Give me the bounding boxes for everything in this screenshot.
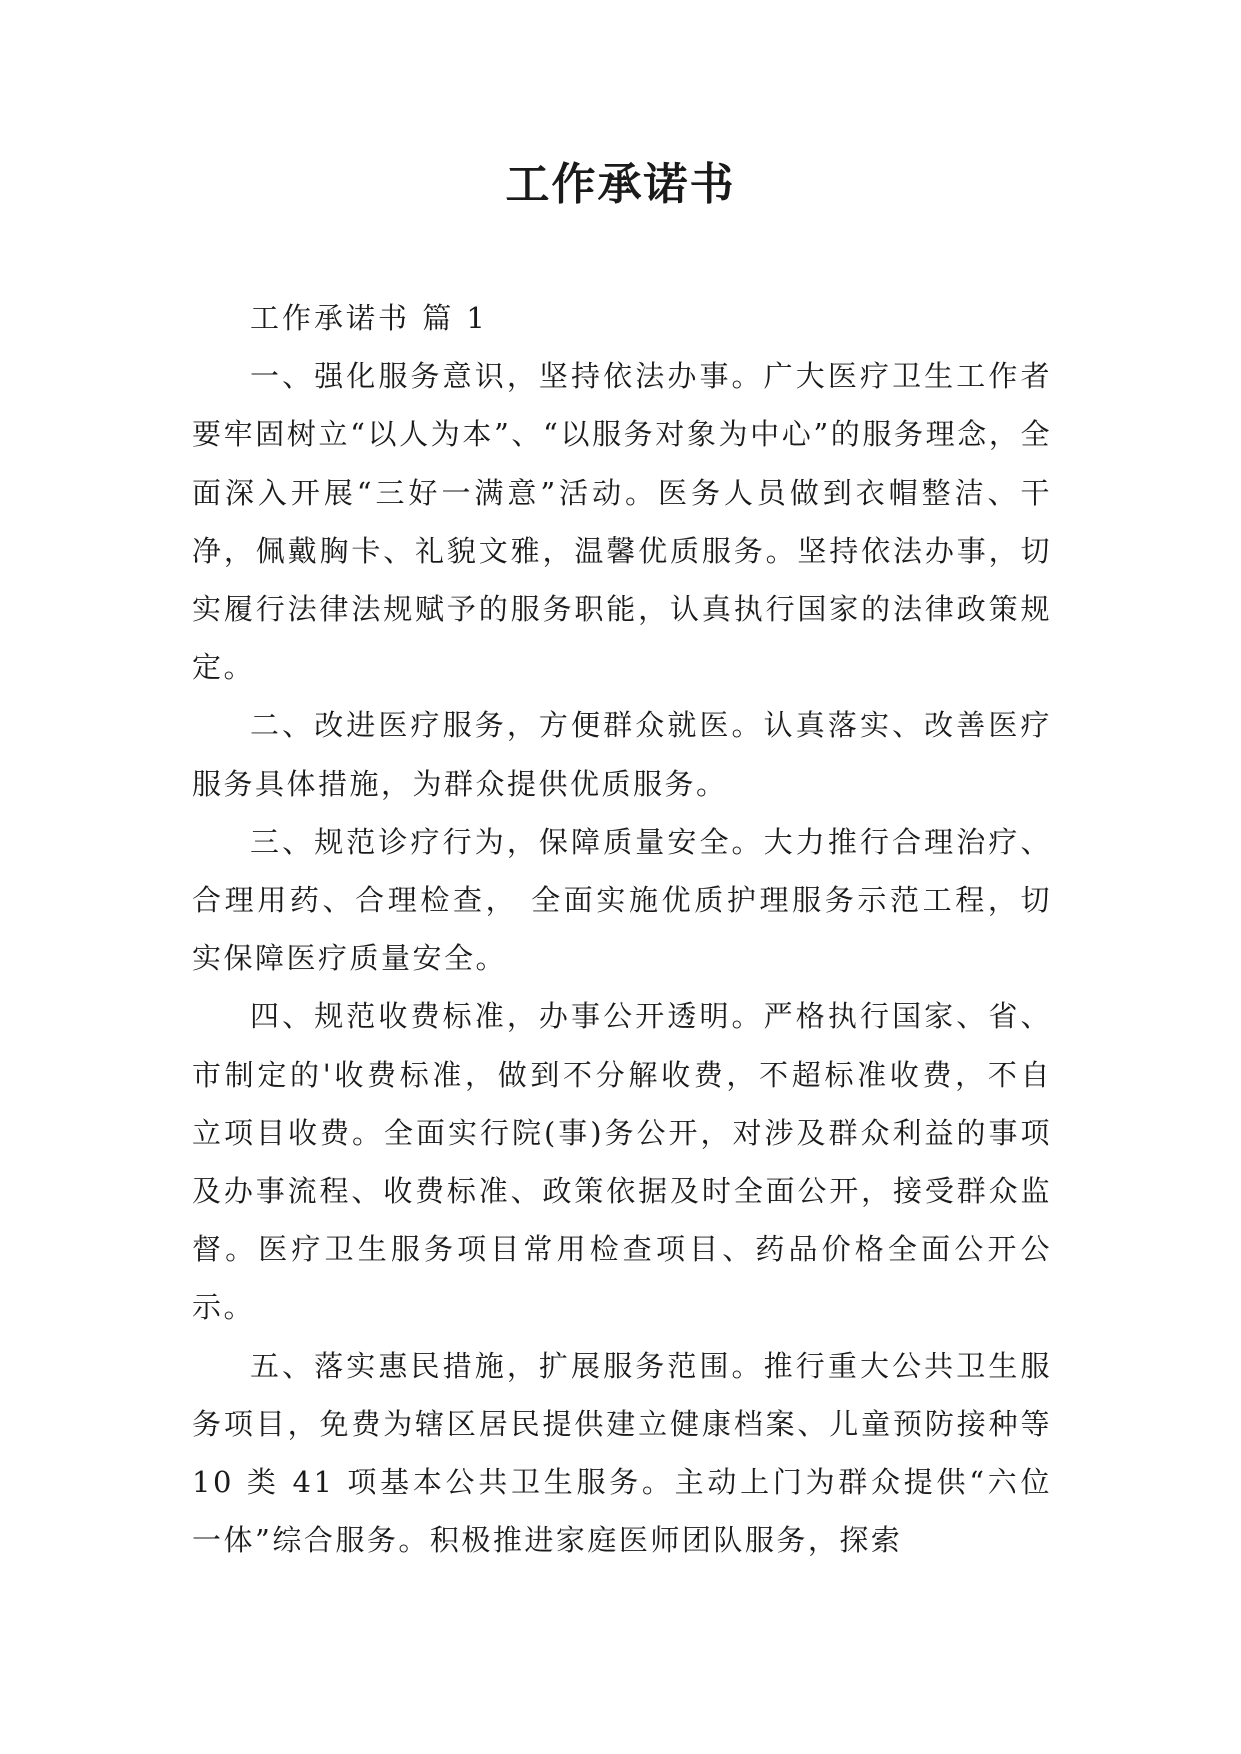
document-body bbox=[192, 289, 1052, 1569]
document-title: 工作承诺书 bbox=[505, 159, 736, 210]
paragraph-1: 一、强化服务意识，坚持依法办事。广大医疗卫生工作者要牢固树立“以人为本”、“以服务对象为中心”的服务理念，全面深入开展“三好一满意”活动。医务人员做到衣帽整洁、干净，佩戴胸卡、礼貌文雅，温馨优质服务。坚持依法办事，切实履行法律法规赋予的服务职能，认真执行国家的法律政策规定。 bbox=[192, 359, 1052, 685]
paragraph-3: 三、规范诊疗行为，保障质量安全。大力推行合理治疗、合理用药、合理检查， 全面实施优质护理服务示范工程，切实保障医疗质量安全。 bbox=[192, 824, 1052, 976]
paragraph-4: 四、规范收费标准，办事公开透明。严格执行国家、省、市制定的'收费标准，做到不分解收费，不超标准收费，不自立项目收费。全面实行院(事)务公开，对涉及群众利益的事项及办事流程、收费标准、政策依据及时全面公开，接受群众监督。医疗卫生服务项目常用检查项目、药品价格全面公开公示。 bbox=[192, 999, 1052, 1325]
paragraph-5: 五、落实惠民措施，扩展服务范围。推行重大公共卫生服务项目，免费为辖区居民提供建立健康档案、儿童预防接种等 10 类 41 项基本公共卫生服务。主动上门为群众提供“六位一体”综合服务。积极推进家庭医师团队服务，探索 bbox=[192, 1348, 1052, 1558]
section-heading: 工作承诺书 篇 1 bbox=[250, 301, 488, 335]
paragraph-2: 二、改进医疗服务，方便群众就医。认真落实、改善医疗服务具体措施，为群众提供优质服务。 bbox=[192, 708, 1052, 801]
